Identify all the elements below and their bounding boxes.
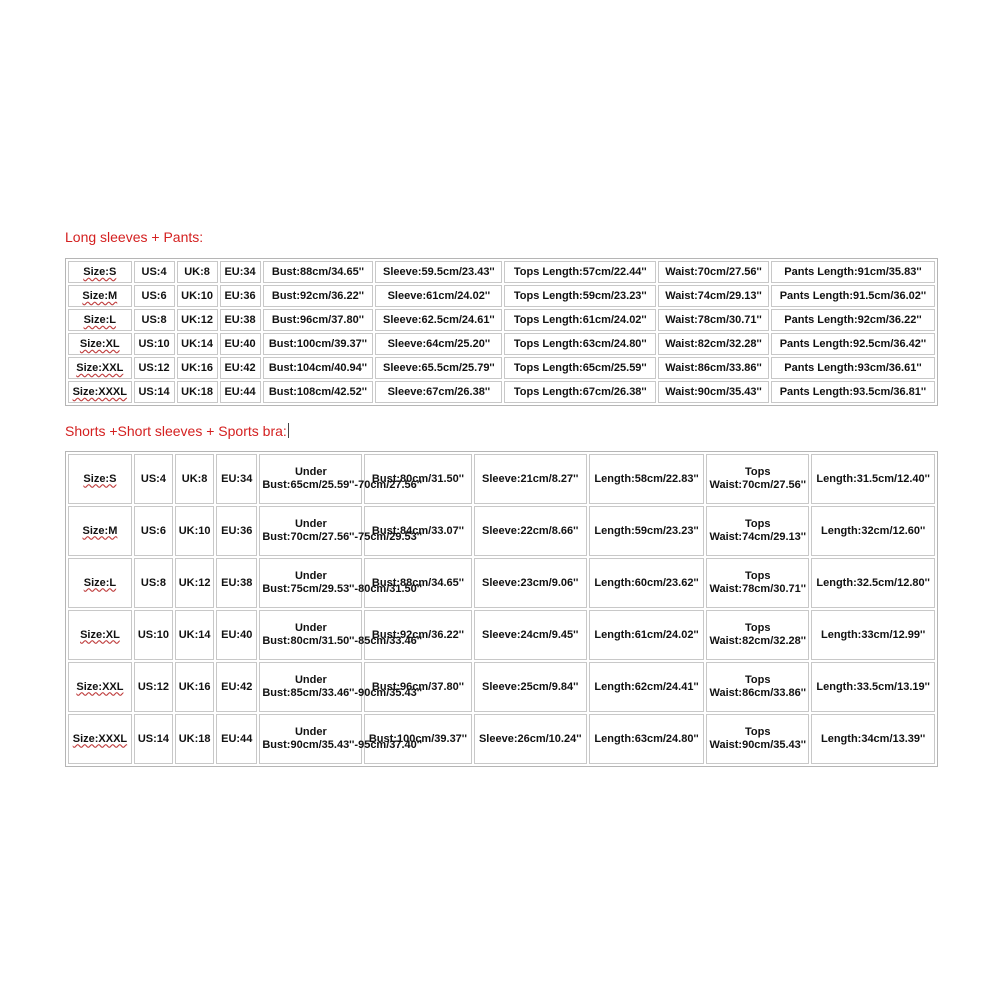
cell-text: US:12: [138, 362, 170, 374]
section-title-text: Shorts +Short sleeves + Sports bra:: [65, 423, 287, 439]
cell-text: Under Bust:80cm/31.50''-85cm/33.46'': [262, 622, 423, 647]
cell-text: Bust:100cm/39.37'': [268, 338, 368, 350]
size-label-cell: [68, 285, 132, 307]
table-cell: [811, 454, 935, 504]
table-cell: [220, 381, 261, 403]
table-cell: [474, 714, 587, 764]
cell-text: EU:44: [224, 386, 256, 398]
cell-text: Length:33cm/12.99'': [821, 628, 926, 641]
cell-text: Tops Waist:86cm/33.86'': [709, 674, 807, 699]
table-row: [68, 558, 935, 608]
table-cell: [220, 333, 261, 355]
cell-text: Sleeve:24cm/9.45'': [482, 628, 579, 641]
cell-text: Sleeve:23cm/9.06'': [482, 576, 579, 589]
table-cell: [658, 357, 769, 379]
cell-text: US:10: [138, 338, 170, 350]
cell-text: Length:58cm/22.83'': [594, 472, 699, 485]
table-cell: [811, 506, 935, 556]
table-cell: [771, 381, 935, 403]
table-cell: [175, 454, 214, 504]
table-cell: [134, 662, 173, 712]
cell-text: EU:44: [221, 732, 253, 745]
cell-text: Waist:90cm/35.43'': [665, 386, 762, 398]
table-cell: [658, 285, 769, 307]
cell-text: Sleeve:61cm/24.02'': [387, 290, 491, 302]
table-row: [68, 454, 935, 504]
cell-text: UK:10: [181, 290, 213, 302]
table-row: [68, 261, 935, 283]
table-cell: [175, 610, 214, 660]
cell-text: EU:38: [224, 314, 256, 326]
cell-text: EU:42: [224, 362, 256, 374]
table-row: [68, 662, 935, 712]
section-title-long-sleeves: [65, 229, 203, 245]
size-label: Size:XXXL: [72, 732, 128, 745]
cell-text: Tops Waist:78cm/30.71'': [709, 570, 807, 595]
table-cell: [134, 558, 173, 608]
cell-text: Tops Length:67cm/26.38'': [513, 386, 647, 398]
table-cell: [706, 454, 809, 504]
text-cursor: [288, 423, 289, 438]
table-cell: [134, 357, 175, 379]
table-row: [68, 610, 935, 660]
cell-text: US:4: [141, 266, 167, 278]
table-cell: [706, 662, 809, 712]
table-cell: [658, 309, 769, 331]
size-label: Size:L: [83, 314, 116, 326]
cell-text: Bust:84cm/33.07'': [371, 524, 464, 537]
cell-text: US:8: [140, 576, 166, 589]
table-cell: [771, 333, 935, 355]
size-label-cell: [68, 610, 132, 660]
size-label-cell: [68, 381, 132, 403]
table-cell: [134, 333, 175, 355]
table-cell: [375, 381, 502, 403]
table-cell: [706, 558, 809, 608]
table-cell: [134, 381, 175, 403]
cell-text: US:14: [138, 386, 170, 398]
size-label-cell: [68, 261, 132, 283]
size-table-shorts-sports-bra: [65, 451, 938, 767]
cell-text: UK:10: [178, 524, 211, 537]
table-cell: [263, 333, 374, 355]
table-cell: [364, 454, 471, 504]
table-cell: [504, 333, 656, 355]
table-cell: [474, 558, 587, 608]
table-row: [68, 333, 935, 355]
table-cell: [474, 610, 587, 660]
cell-text: Tops Waist:82cm/32.28'': [709, 622, 807, 647]
table-cell: [375, 309, 502, 331]
size-label-cell: [68, 454, 132, 504]
table-cell: [811, 610, 935, 660]
table-cell: [263, 285, 374, 307]
table-cell: [504, 309, 656, 331]
cell-text: Tops Length:59cm/23.23'': [513, 290, 647, 302]
size-label: Size:XXL: [76, 362, 124, 374]
table-cell: [134, 714, 173, 764]
cell-text: Length:31.5cm/12.40'': [816, 472, 930, 485]
size-label-cell: [68, 558, 132, 608]
table-row: [68, 381, 935, 403]
table-cell: [364, 558, 471, 608]
cell-text: Tops Waist:74cm/29.13'': [709, 518, 807, 543]
table-cell: [504, 261, 656, 283]
size-label-cell: [68, 309, 132, 331]
cell-text: Length:32cm/12.60'': [821, 524, 926, 537]
cell-text: Under Bust:85cm/33.46''-90cm/35.43'': [262, 674, 423, 699]
cell-text: Length:61cm/24.02'': [594, 628, 699, 641]
cell-text: EU:38: [221, 576, 253, 589]
cell-text: Tops Length:65cm/25.59'': [513, 362, 647, 374]
table-cell: [706, 714, 809, 764]
cell-text: Pants Length:91.5cm/36.02'': [779, 290, 927, 302]
size-label: Size:XXL: [76, 680, 124, 693]
cell-text: Length:59cm/23.23'': [594, 524, 699, 537]
table-cell: [474, 662, 587, 712]
table-cell: [175, 558, 214, 608]
table-cell: [216, 454, 257, 504]
cell-text: Sleeve:62.5cm/24.61'': [383, 314, 495, 326]
table-cell: [771, 357, 935, 379]
cell-text: Pants Length:92.5cm/36.42'': [779, 338, 927, 350]
cell-text: US:6: [140, 524, 166, 537]
cell-text: UK:12: [178, 576, 211, 589]
table-cell: [134, 506, 173, 556]
cell-text: Sleeve:21cm/8.27'': [482, 472, 579, 485]
table-row: [68, 309, 935, 331]
cell-text: UK:16: [181, 362, 213, 374]
cell-text: UK:14: [181, 338, 213, 350]
cell-text: Bust:80cm/31.50'': [371, 472, 464, 485]
table-cell: [811, 662, 935, 712]
table-cell: [177, 261, 218, 283]
table-cell: [375, 285, 502, 307]
size-label-cell: [68, 714, 132, 764]
table-cell: [175, 714, 214, 764]
table-cell: [263, 381, 374, 403]
table-cell: [220, 309, 261, 331]
table-cell: [589, 506, 704, 556]
table-cell: [177, 357, 218, 379]
cell-text: Sleeve:25cm/9.84'': [482, 680, 579, 693]
cell-text: Sleeve:22cm/8.66'': [482, 524, 579, 537]
table-cell: [771, 309, 935, 331]
table-cell: [589, 714, 704, 764]
cell-text: US:4: [140, 472, 166, 485]
cell-text: Length:34cm/13.39'': [821, 732, 926, 745]
cell-text: Length:62cm/24.41'': [594, 680, 699, 693]
cell-text: US:12: [137, 680, 170, 693]
table-cell: [216, 610, 257, 660]
cell-text: EU:36: [224, 290, 256, 302]
table-cell: [771, 285, 935, 307]
table-cell: [658, 381, 769, 403]
section-title-text: Long sleeves + Pants:: [65, 229, 204, 245]
table-cell: [134, 261, 175, 283]
cell-text: US:14: [137, 732, 170, 745]
cell-text: UK:8: [181, 472, 208, 485]
cell-text: Pants Length:91cm/35.83'': [784, 266, 922, 278]
size-table-long-sleeves-pants: [65, 258, 938, 406]
table-cell: [175, 506, 214, 556]
table-cell: [134, 309, 175, 331]
table-cell: [771, 261, 935, 283]
table-cell: [375, 261, 502, 283]
cell-text: Pants Length:93cm/36.61'': [784, 362, 922, 374]
cell-text: Pants Length:93.5cm/36.81'': [779, 386, 927, 398]
cell-text: EU:40: [221, 628, 253, 641]
cell-text: UK:8: [184, 266, 210, 278]
cell-text: Waist:74cm/29.13'': [665, 290, 762, 302]
cell-text: Under Bust:65cm/25.59''-70cm/27.56'': [262, 466, 423, 491]
table-cell: [175, 662, 214, 712]
cell-text: Under Bust:90cm/35.43''-95cm/37.40'': [262, 726, 423, 751]
size-label: Size:S: [83, 266, 117, 278]
table-cell: [375, 357, 502, 379]
table-cell: [177, 333, 218, 355]
table-cell: [220, 357, 261, 379]
table-cell: [364, 714, 471, 764]
table-cell: [504, 381, 656, 403]
size-label: Size:M: [82, 290, 118, 302]
cell-text: EU:34: [224, 266, 256, 278]
cell-text: Bust:108cm/42.52'': [268, 386, 368, 398]
size-label: Size:XL: [80, 628, 120, 641]
cell-text: Bust:88cm/34.65'': [371, 576, 464, 589]
table-cell: [706, 610, 809, 660]
table-cell: [589, 558, 704, 608]
cell-text: Tops Length:61cm/24.02'': [513, 314, 647, 326]
table-cell: [177, 309, 218, 331]
cell-text: Sleeve:59.5cm/23.43'': [383, 266, 495, 278]
cell-text: US:6: [141, 290, 167, 302]
cell-text: Waist:70cm/27.56'': [665, 266, 762, 278]
cell-text: UK:16: [178, 680, 211, 693]
cell-text: US:8: [141, 314, 167, 326]
size-label: Size:M: [82, 524, 118, 537]
size-label-cell: [68, 333, 132, 355]
table-cell: [263, 261, 374, 283]
cell-text: Length:33.5cm/13.19'': [816, 680, 930, 693]
cell-text: Waist:86cm/33.86'': [665, 362, 762, 374]
cell-text: Bust:92cm/36.22'': [271, 290, 364, 302]
table-cell: [474, 506, 587, 556]
size-label: Size:XXXL: [72, 386, 127, 398]
table-cell: [263, 357, 374, 379]
table-cell: [364, 662, 471, 712]
cell-text: Sleeve:67cm/26.38'': [387, 386, 491, 398]
section-title-shorts: [65, 423, 289, 439]
table-cell: [811, 714, 935, 764]
table-row: [68, 357, 935, 379]
cell-text: Length:60cm/23.62'': [594, 576, 699, 589]
table-cell: [177, 285, 218, 307]
cell-text: Tops Length:57cm/22.44'': [513, 266, 647, 278]
table-cell: [658, 261, 769, 283]
cell-text: UK:18: [178, 732, 211, 745]
cell-text: Pants Length:92cm/36.22'': [784, 314, 922, 326]
size-label-cell: [68, 506, 132, 556]
cell-text: Bust:100cm/39.37'': [368, 732, 468, 745]
cell-text: Length:32.5cm/12.80'': [816, 576, 930, 589]
table-cell: [177, 381, 218, 403]
cell-text: US:10: [137, 628, 170, 641]
table-cell: [474, 454, 587, 504]
cell-text: UK:14: [178, 628, 211, 641]
cell-text: Sleeve:64cm/25.20'': [387, 338, 491, 350]
cell-text: Tops Length:63cm/24.80'': [513, 338, 647, 350]
cell-text: Bust:88cm/34.65'': [271, 266, 364, 278]
table-cell: [589, 662, 704, 712]
cell-text: Length:63cm/24.80'': [594, 732, 699, 745]
cell-text: EU:42: [221, 680, 253, 693]
table-cell: [504, 357, 656, 379]
cell-text: EU:34: [221, 472, 253, 485]
table-cell: [220, 285, 261, 307]
cell-text: EU:40: [224, 338, 256, 350]
table-cell: [134, 285, 175, 307]
cell-text: Under Bust:70cm/27.56''-75cm/29.53'': [262, 518, 423, 543]
table-cell: [216, 558, 257, 608]
cell-text: Tops Waist:70cm/27.56'': [709, 466, 807, 491]
cell-text: Bust:92cm/36.22'': [371, 628, 464, 641]
size-label-cell: [68, 662, 132, 712]
table-cell: [216, 506, 257, 556]
table-cell: [504, 285, 656, 307]
table-row: [68, 506, 935, 556]
cell-text: Under Bust:75cm/29.53''-80cm/31.50'': [262, 570, 423, 595]
table-cell: [134, 610, 173, 660]
table-cell: [589, 610, 704, 660]
cell-text: Waist:78cm/30.71'': [665, 314, 762, 326]
cell-text: Sleeve:26cm/10.24'': [478, 732, 582, 745]
cell-text: Sleeve:65.5cm/25.79'': [383, 362, 495, 374]
table-cell: [811, 558, 935, 608]
cell-text: Tops Waist:90cm/35.43'': [709, 726, 807, 751]
cell-text: Bust:96cm/37.80'': [271, 314, 364, 326]
cell-text: Waist:82cm/32.28'': [665, 338, 762, 350]
size-label: Size:S: [83, 472, 117, 485]
table-cell: [589, 454, 704, 504]
table-cell: [216, 714, 257, 764]
size-label: Size:XL: [79, 338, 120, 350]
table-row: [68, 285, 935, 307]
table-cell: [706, 506, 809, 556]
cell-text: UK:12: [181, 314, 213, 326]
size-label-cell: [68, 357, 132, 379]
size-label: Size:L: [83, 576, 117, 589]
cell-text: EU:36: [221, 524, 253, 537]
cell-text: Bust:96cm/37.80'': [371, 680, 464, 693]
table-cell: [364, 610, 471, 660]
cell-text: UK:18: [181, 386, 213, 398]
table-cell: [134, 454, 173, 504]
table-cell: [263, 309, 374, 331]
table-cell: [364, 506, 471, 556]
table-row: [68, 714, 935, 764]
table-cell: [220, 261, 261, 283]
table-cell: [658, 333, 769, 355]
cell-text: Bust:104cm/40.94'': [268, 362, 368, 374]
table-cell: [375, 333, 502, 355]
table-cell: [216, 662, 257, 712]
